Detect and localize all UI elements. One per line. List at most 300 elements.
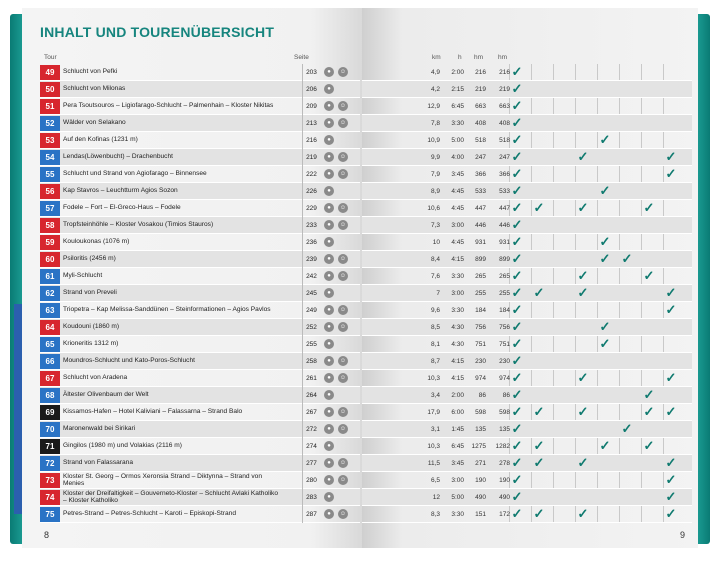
duration-h: 4:15 (451, 358, 464, 365)
family-icon: ☺ (339, 120, 347, 126)
table-row (40, 234, 360, 251)
tour-number: 50 (40, 82, 60, 97)
family-icon: ☺ (339, 154, 347, 160)
descent-hm: 899 (499, 256, 510, 263)
check-icon: ✓ (599, 183, 611, 198)
tour-name: Kouloukonas (1076 m) (63, 238, 130, 246)
tour-number: 75 (40, 507, 60, 522)
table-row (362, 98, 692, 115)
difficulty-icon: ● (324, 356, 334, 366)
ascent-hm: 447 (475, 205, 486, 212)
check-icon: ✓ (511, 472, 523, 487)
duration-h: 4:30 (451, 341, 464, 348)
descent-hm: 135 (499, 426, 510, 433)
table-row (362, 251, 692, 268)
tour-page: 229 (302, 200, 320, 217)
tour-page: 242 (302, 268, 320, 285)
check-icon: ✓ (643, 268, 655, 283)
check-icon: ✓ (511, 319, 523, 334)
table-row (362, 285, 692, 302)
tour-name: Pera Tsoutsouros – Ligiofarago-Schlucht – Palmenhain – Kloster Nikitas (63, 102, 274, 110)
tour-number: 62 (40, 286, 60, 301)
table-row (362, 302, 692, 319)
tour-name: Maronenwald bei Sirikari (63, 425, 136, 433)
tour-name: Myli-Schlucht (63, 272, 103, 280)
difficulty-icon: ● (324, 390, 334, 400)
duration-h: 3:30 (451, 511, 464, 518)
check-icon: ✓ (533, 506, 545, 521)
distance-km: 8,5 (430, 324, 440, 331)
duration-h: 5:00 (451, 494, 464, 501)
distance-km: 10,9 (427, 137, 440, 144)
descent-hm: 931 (499, 239, 510, 246)
check-icon: ✓ (511, 370, 523, 385)
table-row (40, 506, 360, 523)
table-row (362, 81, 692, 98)
check-icon: ✓ (511, 98, 523, 113)
check-icon: ✓ (533, 438, 545, 453)
tour-name: Kissamos-Hafen – Hotel Kaliviani – Falassarna – Strand Balo (63, 408, 243, 416)
duration-h: 4:30 (451, 324, 464, 331)
difficulty-icon: ● (324, 475, 334, 485)
check-icon: ✓ (643, 404, 655, 419)
descent-hm: 190 (499, 477, 510, 484)
distance-km: 9,6 (430, 307, 440, 314)
ascent-hm: 247 (475, 154, 486, 161)
tour-page: 226 (302, 183, 320, 200)
tour-name: Triopetra – Kap Melissa-Sanddünen – Steinformationen – Agios Pavlos (63, 306, 271, 314)
check-icon: ✓ (511, 387, 523, 402)
check-icon: ✓ (533, 455, 545, 470)
table-row (40, 455, 360, 472)
duration-h: 4:00 (451, 154, 464, 161)
family-icon: ☺ (339, 307, 347, 313)
descent-hm: 366 (499, 171, 510, 178)
duration-h: 1:45 (451, 426, 464, 433)
ascent-hm: 490 (475, 494, 486, 501)
duration-h: 3:45 (451, 460, 464, 467)
family-icon: ☺ (339, 426, 347, 432)
tour-number: 74 (40, 490, 60, 505)
header-tour: Tour (44, 54, 57, 61)
ascent-hm: 135 (475, 426, 486, 433)
distance-km: 7 (436, 290, 440, 297)
descent-hm: 756 (499, 324, 510, 331)
distance-km: 7,3 (430, 222, 440, 229)
check-icon: ✓ (665, 370, 677, 385)
table-row (40, 353, 360, 370)
difficulty-icon: ● (324, 254, 334, 264)
difficulty-icon: ● (324, 441, 334, 451)
tour-name: Kap Stavros – Leuchtturm Agios Sozon (63, 187, 178, 195)
check-icon: ✓ (599, 234, 611, 249)
ascent-hm: 230 (475, 358, 486, 365)
duration-h: 3:00 (451, 290, 464, 297)
table-row (40, 81, 360, 98)
difficulty-icon: ● (324, 118, 334, 128)
table-row (362, 268, 692, 285)
tour-number: 59 (40, 235, 60, 250)
descent-hm: 216 (499, 69, 510, 76)
check-icon: ✓ (665, 506, 677, 521)
check-icon: ✓ (511, 336, 523, 351)
tour-page: 258 (302, 353, 320, 370)
check-icon: ✓ (533, 404, 545, 419)
tour-number: 52 (40, 116, 60, 131)
check-icon: ✓ (577, 268, 589, 283)
ascent-hm: 756 (475, 324, 486, 331)
descent-hm: 447 (499, 205, 510, 212)
table-row (40, 98, 360, 115)
check-icon: ✓ (643, 387, 655, 402)
tour-page: 245 (302, 285, 320, 302)
difficulty-icon: ● (324, 305, 334, 315)
tour-name: Kloster der Dreifaltigkeit – Gouverneto-Kloster – Schlucht Avlaki Katholiko – Kloster Katholiko (63, 489, 279, 504)
duration-h: 3:30 (451, 120, 464, 127)
distance-km: 17,9 (427, 409, 440, 416)
duration-h: 3:30 (451, 273, 464, 280)
tour-name: Schlucht von Aradena (63, 374, 128, 382)
tour-page: 252 (302, 319, 320, 336)
table-row (362, 506, 692, 523)
duration-h: 3:30 (451, 307, 464, 314)
family-icon: ☺ (339, 511, 347, 517)
check-icon: ✓ (643, 438, 655, 453)
tour-page: 219 (302, 149, 320, 166)
distance-km: 8,4 (430, 256, 440, 263)
difficulty-icon: ● (324, 101, 334, 111)
tour-number: 49 (40, 65, 60, 80)
tour-number: 73 (40, 473, 60, 488)
tour-name: Lendas(Löwenbucht) – Drachenbucht (63, 153, 173, 161)
table-row (362, 370, 692, 387)
check-icon: ✓ (511, 285, 523, 300)
tour-name: Schlucht von Pefki (63, 68, 118, 76)
tour-number: 63 (40, 303, 60, 318)
tour-name: Auf den Kofinas (1231 m) (63, 136, 138, 144)
distance-km: 10,3 (427, 375, 440, 382)
distance-km: 12,9 (427, 103, 440, 110)
tour-page: 280 (302, 472, 320, 489)
check-icon: ✓ (511, 455, 523, 470)
right-page (362, 8, 698, 548)
tour-number: 58 (40, 218, 60, 233)
duration-h: 5:00 (451, 137, 464, 144)
ascent-hm: 974 (475, 375, 486, 382)
ascent-hm: 533 (475, 188, 486, 195)
table-row (362, 472, 692, 489)
difficulty-icon: ● (324, 373, 334, 383)
tour-number: 68 (40, 388, 60, 403)
tour-page: 236 (302, 234, 320, 251)
check-icon: ✓ (577, 200, 589, 215)
distance-km: 10 (432, 239, 440, 246)
ascent-hm: 219 (475, 86, 486, 93)
tour-number: 66 (40, 354, 60, 369)
descent-hm: 219 (499, 86, 510, 93)
descent-hm: 184 (499, 307, 510, 314)
check-icon: ✓ (511, 506, 523, 521)
descent-hm: 533 (499, 188, 510, 195)
check-icon: ✓ (511, 421, 523, 436)
distance-km: 7,9 (430, 171, 440, 178)
difficulty-icon: ● (324, 492, 334, 502)
distance-km: 3,1 (430, 426, 440, 433)
table-row (40, 319, 360, 336)
ascent-hm: 899 (475, 256, 486, 263)
table-row (362, 132, 692, 149)
tour-number: 53 (40, 133, 60, 148)
check-icon: ✓ (511, 302, 523, 317)
tour-page: 277 (302, 455, 320, 472)
descent-hm: 408 (499, 120, 510, 127)
table-row (40, 387, 360, 404)
check-icon: ✓ (511, 183, 523, 198)
ascent-hm: 408 (475, 120, 486, 127)
table-row (362, 319, 692, 336)
descent-hm: 278 (499, 460, 510, 467)
descent-hm: 265 (499, 273, 510, 280)
tour-name: Krioneritis 1312 m) (63, 340, 119, 348)
tour-name: Strand von Preveli (63, 289, 117, 297)
check-icon: ✓ (577, 285, 589, 300)
duration-h: 2:00 (451, 392, 464, 399)
tour-page: 206 (302, 81, 320, 98)
tour-page: 216 (302, 132, 320, 149)
check-icon: ✓ (665, 455, 677, 470)
table-row (40, 183, 360, 200)
tour-number: 72 (40, 456, 60, 471)
check-icon: ✓ (599, 251, 611, 266)
cover-edge-right (696, 14, 710, 544)
family-icon: ☺ (339, 409, 347, 415)
check-icon: ✓ (599, 132, 611, 147)
duration-h: 2:15 (451, 86, 464, 93)
tour-number: 65 (40, 337, 60, 352)
family-icon: ☺ (339, 103, 347, 109)
tour-page: 261 (302, 370, 320, 387)
check-icon: ✓ (511, 489, 523, 504)
table-row (362, 404, 692, 421)
descent-hm: 490 (499, 494, 510, 501)
check-icon: ✓ (511, 81, 523, 96)
table-row (362, 217, 692, 234)
tour-page: 272 (302, 421, 320, 438)
check-icon: ✓ (511, 268, 523, 283)
table-row (40, 370, 360, 387)
difficulty-icon: ● (324, 67, 334, 77)
check-icon: ✓ (665, 166, 677, 181)
check-icon: ✓ (577, 506, 589, 521)
table-row (40, 268, 360, 285)
check-icon: ✓ (511, 438, 523, 453)
difficulty-icon: ● (324, 186, 334, 196)
tour-number: 69 (40, 405, 60, 420)
descent-hm: 1282 (495, 443, 510, 450)
table-row (40, 64, 360, 81)
descent-hm: 86 (502, 392, 510, 399)
ascent-hm: 86 (478, 392, 486, 399)
ascent-hm: 931 (475, 239, 486, 246)
table-row (362, 115, 692, 132)
check-icon: ✓ (643, 200, 655, 215)
check-icon: ✓ (577, 455, 589, 470)
family-icon: ☺ (339, 375, 347, 381)
distance-km: 8,1 (430, 341, 440, 348)
check-icon: ✓ (599, 438, 611, 453)
family-icon: ☺ (339, 358, 347, 364)
table-row (40, 472, 360, 489)
difficulty-icon: ● (324, 509, 334, 519)
tour-page: 287 (302, 506, 320, 523)
table-row (40, 132, 360, 149)
table-row (40, 251, 360, 268)
table-row (40, 200, 360, 217)
page-edge-marker (14, 304, 22, 514)
table-row (362, 336, 692, 353)
descent-hm: 247 (499, 154, 510, 161)
duration-h: 6:00 (451, 409, 464, 416)
tour-number: 57 (40, 201, 60, 216)
tour-page: 255 (302, 336, 320, 353)
check-icon: ✓ (665, 472, 677, 487)
difficulty-icon: ● (324, 424, 334, 434)
check-icon: ✓ (511, 234, 523, 249)
check-icon: ✓ (577, 149, 589, 164)
family-icon: ☺ (339, 273, 347, 279)
distance-km: 6,5 (430, 477, 440, 484)
check-icon: ✓ (511, 200, 523, 215)
family-icon: ☺ (339, 69, 347, 75)
table-row (362, 489, 692, 506)
ascent-hm: 751 (475, 341, 486, 348)
page-number-right: 9 (680, 530, 686, 540)
check-icon: ✓ (577, 370, 589, 385)
tour-number: 55 (40, 167, 60, 182)
descent-hm: 518 (499, 137, 510, 144)
tour-name: Gingilos (1980 m) und Volakias (2116 m) (63, 442, 182, 450)
ascent-hm: 216 (475, 69, 486, 76)
table-row (40, 421, 360, 438)
family-icon: ☺ (339, 324, 347, 330)
difficulty-icon: ● (324, 84, 334, 94)
ascent-hm: 151 (475, 511, 486, 518)
duration-h: 6:45 (451, 103, 464, 110)
distance-km: 3,4 (430, 392, 440, 399)
header-hm-up: hm (474, 54, 484, 61)
table-row (40, 438, 360, 455)
check-icon: ✓ (511, 132, 523, 147)
check-icon: ✓ (599, 336, 611, 351)
table-row (40, 302, 360, 319)
descent-hm: 598 (499, 409, 510, 416)
tour-page: 233 (302, 217, 320, 234)
tour-name: Schlucht von Milonas (63, 85, 126, 93)
descent-hm: 974 (499, 375, 510, 382)
difficulty-icon: ● (324, 271, 334, 281)
ascent-hm: 265 (475, 273, 486, 280)
header-h: h (458, 54, 462, 61)
tour-name: Strand von Falassarana (63, 459, 134, 467)
tour-number: 61 (40, 269, 60, 284)
tour-number: 70 (40, 422, 60, 437)
difficulty-icon: ● (324, 237, 334, 247)
ascent-hm: 190 (475, 477, 486, 484)
table-row (40, 115, 360, 132)
duration-h: 3:00 (451, 477, 464, 484)
tour-number: 60 (40, 252, 60, 267)
check-icon: ✓ (511, 404, 523, 419)
table-row (362, 438, 692, 455)
distance-km: 7,6 (430, 273, 440, 280)
check-icon: ✓ (621, 251, 633, 266)
distance-km: 10,6 (427, 205, 440, 212)
duration-h: 4:15 (451, 375, 464, 382)
table-row (362, 183, 692, 200)
descent-hm: 230 (499, 358, 510, 365)
descent-hm: 663 (499, 103, 510, 110)
tour-number: 71 (40, 439, 60, 454)
tour-name: Tropfsteinhöhle – Kloster Vosakou (Timios Stauros) (63, 221, 214, 229)
check-icon: ✓ (665, 489, 677, 504)
difficulty-icon: ● (324, 322, 334, 332)
distance-km: 7,8 (430, 120, 440, 127)
duration-h: 4:45 (451, 239, 464, 246)
page-number-left: 8 (44, 530, 50, 540)
table-row (40, 149, 360, 166)
table-row (40, 336, 360, 353)
ascent-hm: 663 (475, 103, 486, 110)
descent-hm: 172 (499, 511, 510, 518)
difficulty-icon: ● (324, 152, 334, 162)
family-icon: ☺ (339, 205, 347, 211)
descent-hm: 751 (499, 341, 510, 348)
ascent-hm: 446 (475, 222, 486, 229)
ascent-hm: 1275 (471, 443, 486, 450)
table-row (40, 166, 360, 183)
duration-h: 3:00 (451, 222, 464, 229)
tour-number: 54 (40, 150, 60, 165)
check-icon: ✓ (511, 115, 523, 130)
tour-name: Petres-Strand – Petres-Schlucht – Karoti – Episkopi-Strand (63, 510, 236, 518)
check-icon: ✓ (577, 404, 589, 419)
table-row (362, 166, 692, 183)
family-icon: ☺ (339, 477, 347, 483)
ascent-hm: 518 (475, 137, 486, 144)
difficulty-icon: ● (324, 458, 334, 468)
table-row (40, 489, 360, 506)
check-icon: ✓ (599, 319, 611, 334)
table-row (362, 200, 692, 217)
difficulty-icon: ● (324, 339, 334, 349)
table-row (40, 404, 360, 421)
tour-page: 213 (302, 115, 320, 132)
distance-km: 8,3 (430, 511, 440, 518)
tour-name: Wälder von Selakano (63, 119, 126, 127)
tour-page: 267 (302, 404, 320, 421)
ascent-hm: 366 (475, 171, 486, 178)
tour-page: 249 (302, 302, 320, 319)
table-row (362, 455, 692, 472)
descent-hm: 446 (499, 222, 510, 229)
tour-name: Fodele – Fort – El-Greco-Haus – Fodele (63, 204, 181, 212)
tour-page: 264 (302, 387, 320, 404)
family-icon: ☺ (339, 256, 347, 262)
family-icon: ☺ (339, 171, 347, 177)
tour-number: 64 (40, 320, 60, 335)
check-icon: ✓ (665, 285, 677, 300)
tour-page: 239 (302, 251, 320, 268)
